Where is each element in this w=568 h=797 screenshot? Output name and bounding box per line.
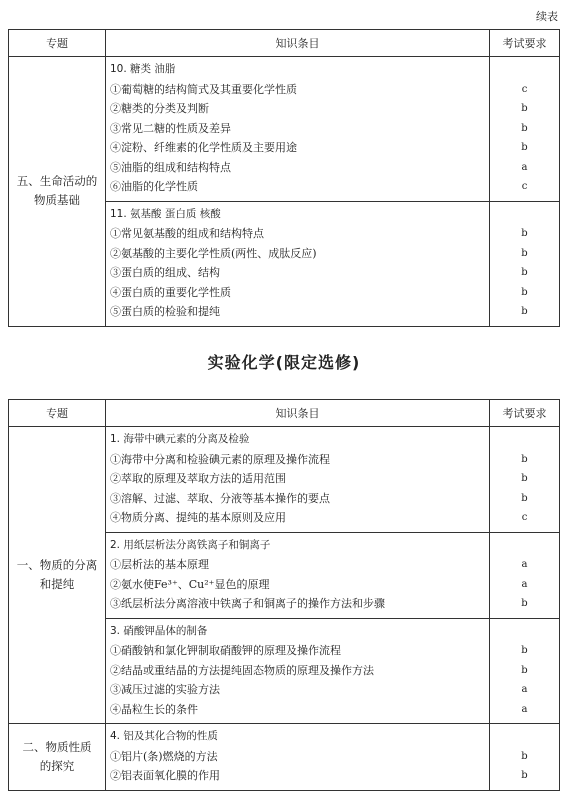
table-header-row: [9, 30, 560, 57]
knowledge-group: [106, 57, 490, 202]
topic-text: 一、物质的分离: [16, 558, 98, 572]
list-item: ②萃取的原理及萃取方法的适用范围: [110, 472, 286, 485]
requirement-level: b: [521, 473, 528, 484]
requirement-level: b: [521, 286, 528, 298]
requirement-level: a: [521, 559, 528, 570]
requirement-cell: [490, 618, 560, 724]
group-title: 4. 铝及其化合物的性质: [110, 730, 218, 742]
list-item: ②铝表面氧化膜的作用: [110, 769, 220, 782]
requirement-spacer: [490, 727, 559, 747]
list-item: ②糖类的分类及判断: [110, 102, 209, 115]
requirement-spacer: [490, 60, 559, 80]
topic-cell: [9, 724, 106, 791]
knowledge-table-1: [8, 29, 560, 327]
requirement-level: b: [521, 122, 528, 134]
requirement-level: b: [521, 228, 528, 239]
requirement-level: c: [521, 83, 528, 95]
list-item: ①葡萄糖的结构简式及其重要化学性质: [110, 82, 297, 96]
list-item: ①常见氨基酸的组成和结构特点: [110, 227, 264, 240]
header-knowledge: 知识条目: [106, 400, 490, 427]
list-item: ①硝酸钠和氯化钾制取硝酸钾的原理及操作流程: [110, 644, 341, 657]
table-row: [9, 724, 560, 791]
group-title: 2. 用纸层析法分离铁离子和铜离子: [110, 538, 271, 551]
header-topic: 专题: [9, 400, 106, 427]
list-item: ②氨水使Fe³⁺、Cu²⁺显色的原理: [110, 577, 270, 591]
table-header-row: [9, 400, 560, 427]
requirement-level: b: [521, 267, 528, 278]
list-item: ⑤蛋白质的检验和提纯: [110, 305, 220, 318]
topic-text: 和提纯: [39, 577, 75, 591]
list-item: ⑥油脂的化学性质: [110, 180, 198, 193]
knowledge-table-2: [8, 399, 560, 791]
header-topic: 专题: [9, 30, 106, 57]
requirement-cell: [490, 427, 560, 533]
topic-text: 五、生命活动的: [16, 174, 98, 189]
list-item: ①铝片(条)燃烧的方法: [110, 749, 218, 763]
knowledge-group: [106, 532, 490, 618]
knowledge-group: [106, 724, 490, 791]
list-item: ④晶粒生长的条件: [110, 702, 198, 716]
group-title: 10. 糖类 油脂: [110, 63, 176, 75]
requirement-level: b: [521, 142, 528, 153]
requirement-level: b: [521, 492, 528, 504]
requirement-cell: [490, 724, 560, 791]
requirement-level: c: [521, 512, 528, 523]
list-item: ④物质分离、提纯的基本原则及应用: [110, 511, 286, 524]
list-item: ②氨基酸的主要化学性质(两性、成肽反应): [110, 246, 317, 260]
requirement-spacer: [490, 622, 559, 642]
list-item: ①层析法的基本原理: [110, 558, 209, 571]
requirement-level: b: [521, 598, 528, 609]
group-title: 3. 硝酸钾晶体的制备: [110, 624, 208, 637]
requirement-spacer: [490, 430, 559, 450]
list-item: ⑤油脂的组成和结构特点: [110, 160, 231, 174]
requirement-level: b: [521, 664, 528, 676]
requirement-level: b: [521, 103, 528, 114]
requirement-level: a: [521, 161, 528, 173]
requirement-spacer: [490, 536, 559, 556]
requirement-level: b: [521, 306, 528, 317]
list-item: ③纸层析法分离溶液中铁离子和铜离子的操作方法和步骤: [110, 597, 385, 610]
requirement-level: a: [521, 578, 528, 590]
list-item: ④淀粉、纤维素的化学性质及主要用途: [110, 141, 297, 154]
list-item: ④蛋白质的重要化学性质: [110, 285, 231, 299]
requirement-cell: [490, 201, 560, 326]
group-title: 1. 海带中碘元素的分离及检验: [110, 433, 250, 445]
requirement-level: a: [521, 684, 528, 695]
list-item: ③溶解、过滤、萃取、分液等基本操作的要点: [110, 491, 330, 505]
requirement-level: b: [521, 645, 528, 656]
requirement-level: b: [521, 770, 528, 781]
header-requirement: 考试要求: [490, 400, 560, 427]
knowledge-group: [106, 427, 490, 533]
requirement-level: c: [521, 181, 528, 192]
requirement-level: a: [521, 703, 528, 715]
requirement-cell: [490, 57, 560, 202]
requirement-level: b: [521, 750, 528, 762]
list-item: ②结晶或重结晶的方法提纯固态物质的原理及操作方法: [110, 663, 374, 677]
requirement-cell: [490, 532, 560, 618]
topic-text: 二、物质性质: [22, 739, 92, 754]
topic-cell: [9, 57, 106, 327]
header-knowledge: 知识条目: [106, 30, 490, 57]
section-title: 实验化学(限定选修): [207, 353, 361, 372]
list-item: ③常见二糖的性质及差异: [110, 121, 231, 135]
knowledge-group: [106, 201, 490, 326]
list-item: ①海带中分离和检验碘元素的原理及操作流程: [110, 452, 330, 466]
header-requirement: 考试要求: [490, 30, 560, 57]
topic-text: 的探究: [39, 758, 75, 773]
list-item: ③蛋白质的组成、结构: [110, 266, 220, 279]
list-item: ③减压过滤的实验方法: [110, 683, 220, 696]
topic-text: 物质基础: [34, 193, 80, 208]
continued-label: 续表: [536, 10, 558, 23]
requirement-spacer: [490, 205, 559, 225]
knowledge-group: [106, 618, 490, 724]
table-row: [9, 427, 560, 533]
table-row: [9, 57, 560, 202]
requirement-level: b: [521, 247, 528, 259]
requirement-level: b: [521, 453, 528, 465]
topic-cell: [9, 427, 106, 724]
group-title: 11. 氨基酸 蛋白质 核酸: [110, 207, 221, 220]
